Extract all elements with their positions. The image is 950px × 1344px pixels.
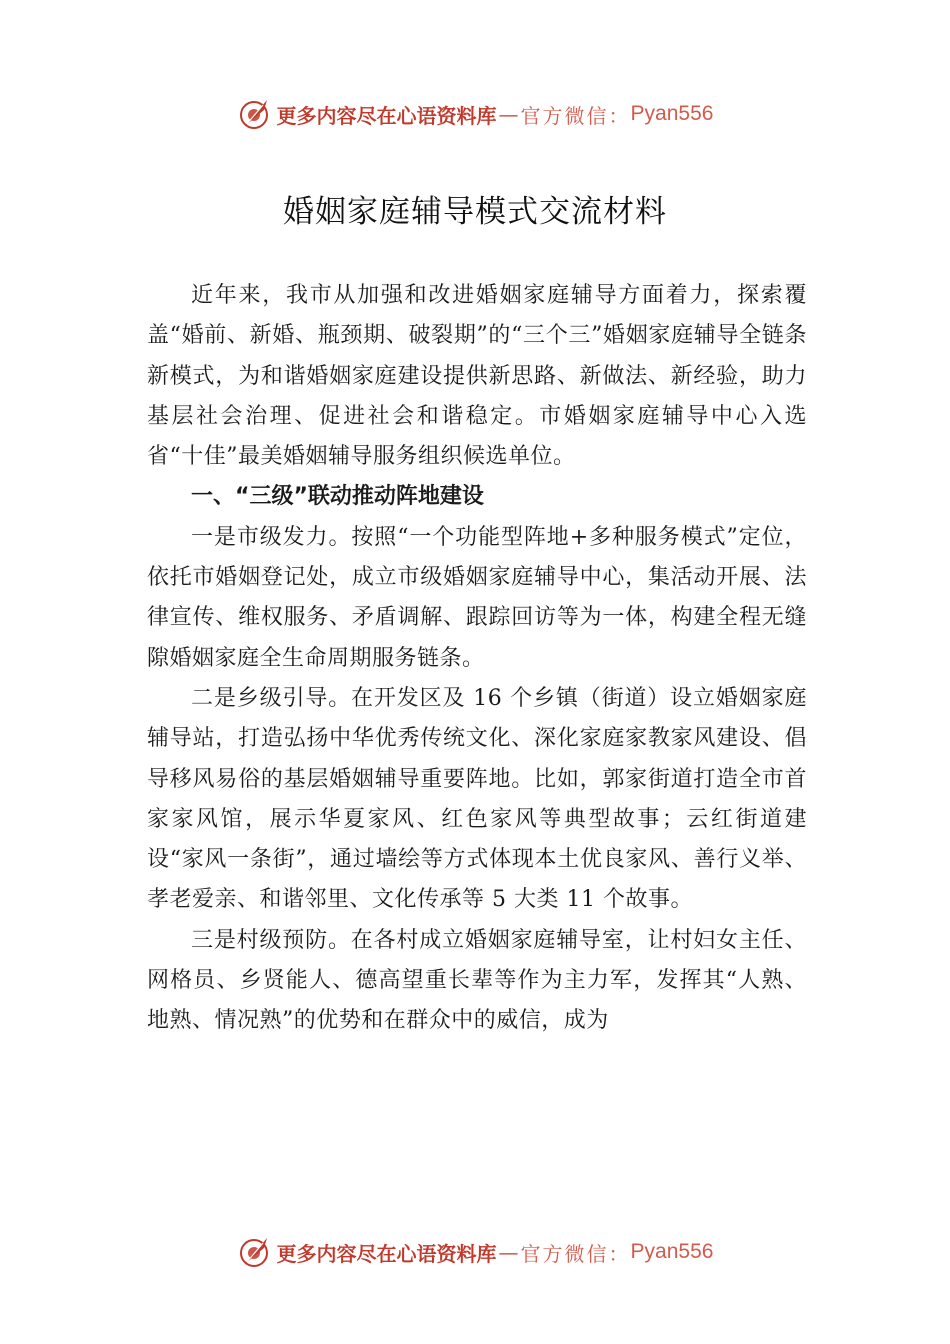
- banner-wechat-id: Pyan556: [630, 1240, 714, 1263]
- banner-wechat-label: 官方微信：: [520, 103, 631, 128]
- quill-logo-icon: [237, 96, 273, 132]
- banner-wechat-label: 官方微信：: [520, 1241, 631, 1266]
- header-watermark-banner: [0, 94, 950, 134]
- paragraph-township-level: 二是乡级引导。在开发区及 16 个乡镇（街道）设立婚姻家庭辅导站，打造弘扬中华优秀传统文化、深化家庭家教家风建设、倡导移风易俗的基层婚姻辅导重要阵地。比如，郭家街道打造全市首家家风馆，展示华夏家风、红色家风等典型故事；云红街道建设“家风一条街”，通过墙绘等方式体现本土优良家风、善行义举、孝老爱亲、和谐邻里、文化传承等 5 大类 11 个故事。: [147, 685, 807, 913]
- banner-separator: —: [498, 1240, 519, 1264]
- quill-logo-icon: [237, 1234, 273, 1270]
- paragraph-village-level: 三是村级预防。在各村成立婚姻家庭辅导室，让村妇女主任、网格员、乡贤能人、德高望重长辈等作为主力军，发挥其“人熟、地熟、情况熟”的优势和在群众中的威信，成为: [147, 927, 807, 1034]
- footer-watermark-banner: [0, 1232, 950, 1272]
- banner-wechat-id: Pyan556: [630, 102, 714, 125]
- banner-separator: —: [498, 102, 519, 126]
- banner-text: 更多内容尽在心语资料库: [276, 1241, 497, 1266]
- section-heading: 一、“三级”联动推动阵地建设: [191, 484, 484, 510]
- paragraph-city-level: 一是市级发力。按照“一个功能型阵地+多种服务模式”定位，依托市婚姻登记处，成立市级婚姻家庭辅导中心，集活动开展、法律宣传、维权服务、矛盾调解、跟踪回访等为一体，构建全程无缝隙婚姻家庭全生命周期服务链条。: [147, 524, 807, 671]
- paragraph-intro: 近年来，我市从加强和改进婚姻家庭辅导方面着力，探索覆盖“婚前、新婚、瓶颈期、破裂期”的“三个三”婚姻家庭辅导全链条新模式，为和谐婚姻家庭建设提供新思路、新做法、新经验，助力基层社会治理、促进社会和谐稳定。市婚姻家庭辅导中心入选省“十佳”最美婚姻辅导服务组织候选单位。: [147, 283, 807, 470]
- document-title: 婚姻家庭辅导模式交流材料: [283, 194, 667, 230]
- document-body: [147, 276, 807, 1042]
- banner-text: 更多内容尽在心语资料库: [276, 103, 497, 128]
